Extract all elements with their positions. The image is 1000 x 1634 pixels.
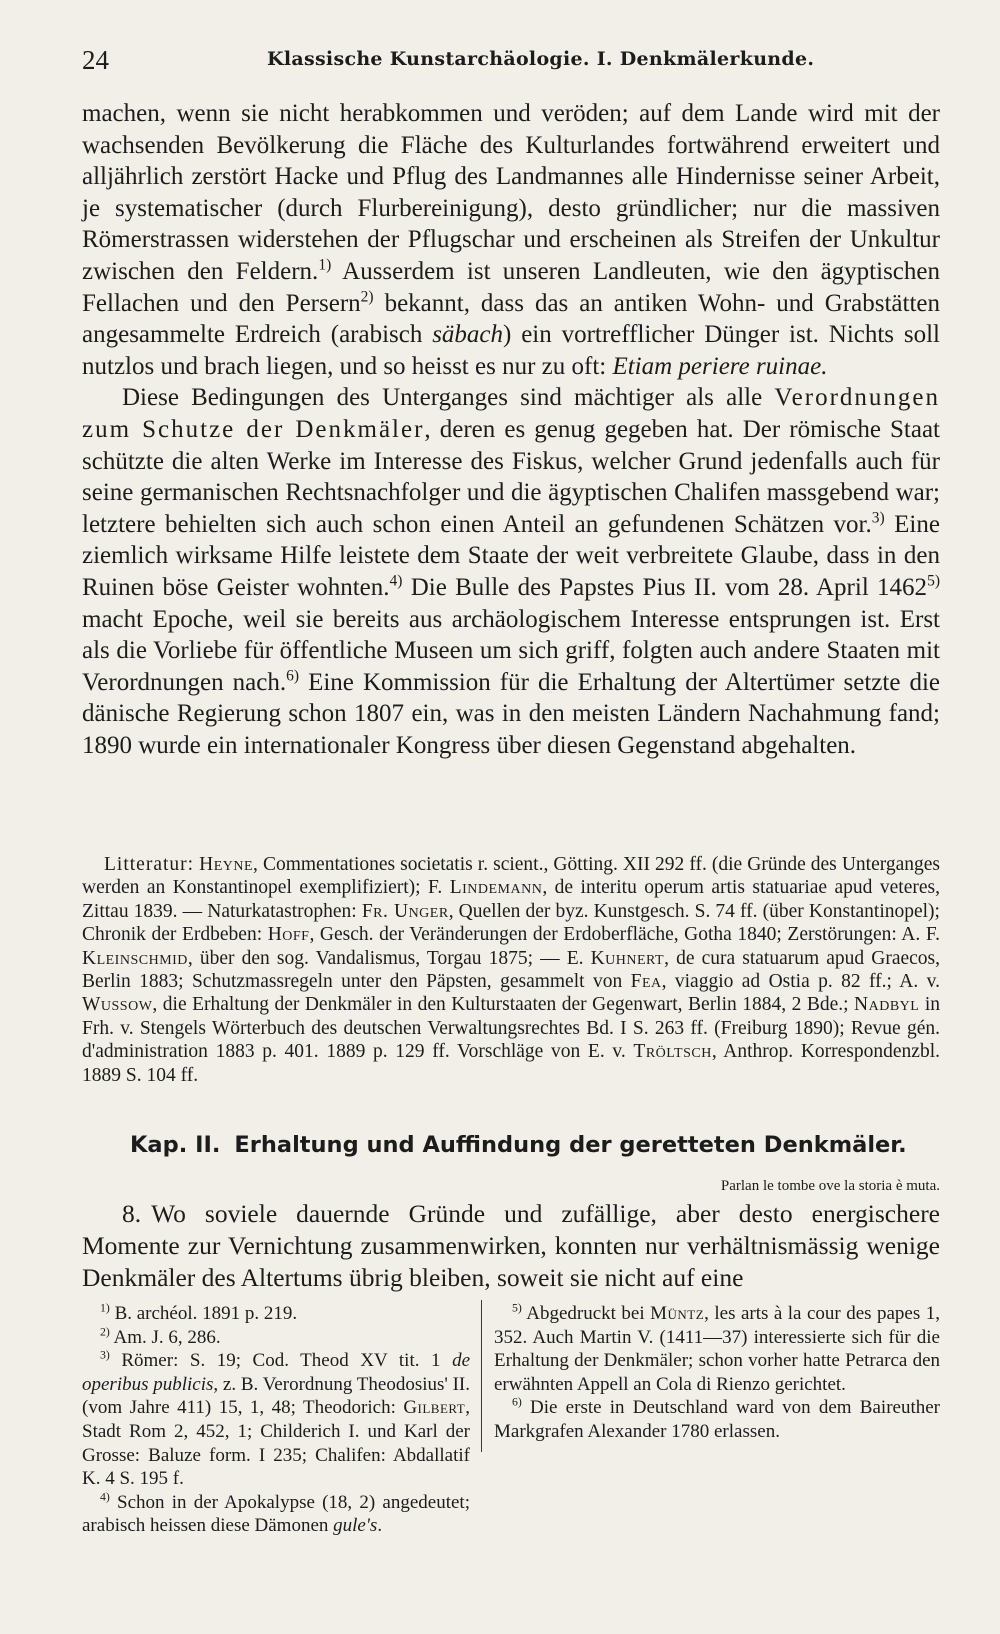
footnote-ref-3: 3) [871, 509, 885, 527]
author-name: Heyne [199, 854, 254, 875]
footnote-mark: 1) [100, 1301, 110, 1315]
running-title: Klassische Kunstarchäologie. I. Denkmälerkunde. [267, 48, 815, 70]
text-run: , deren es genug gegeben hat. Der römische Staat schützte die alten Werke im Interesse des Fiskus, welcher Grund jedenfalls auch für seine germanischen Rechtsnachfolger und die ägyptischen Chalifen massgebend war; letztere behielten sich auch schon einen Anteil an gefundenen Schätzen vor. [82, 415, 940, 538]
footnote-text: B. archéol. 1891 p. 219. [109, 1303, 298, 1324]
footnote-text: Am. J. 6, 286. [109, 1326, 221, 1348]
footnote-ref-4: 4) [389, 572, 403, 590]
footnote-text: Schon in der Apokalypse (18, 2) angedeutet; arabisch heissen diese Dämonen [82, 1491, 470, 1537]
text-run: , viaggio ad Ostia p. 82 ff.; A. v. [661, 971, 940, 993]
chapter-heading [130, 1132, 940, 1158]
text-run: Wo soviele dauernde Gründe und zufällige, aber desto energischere Momente zur Vernichtung zusammenwirken, konnten nur verhältnismässig wenige Denkmäler des Altertums übrig bleiben, soweit sie nicht auf eine [82, 1199, 940, 1292]
paragraph-1 [82, 98, 940, 382]
footnote-6 [494, 1396, 940, 1443]
footnote-mark: 6) [512, 1396, 522, 1410]
footnote-2 [82, 1326, 470, 1350]
footnote-text: Römer: S. 19; Cod. Theod XV tit. 1 [109, 1350, 453, 1372]
footnote-3 [82, 1349, 470, 1491]
author-name: Hoff [267, 924, 310, 946]
paragraph-2 [82, 382, 940, 761]
footnote-text: , les arts à la cour des papes 1, 352. Auch Martin V. (1411—37) interessierte sich für die Erhaltung der Denkmäler; schon vorher hatte Petrarca den erwähnten Appell an Cola di Rienzo gerichtet. [494, 1303, 940, 1395]
author-name: Tröltsch [633, 1041, 712, 1063]
footnote-5 [494, 1302, 940, 1396]
italic-term: gule's [333, 1515, 378, 1537]
text-run: Eine ziemlich wirksame Hilfe leistete dem Staate der weit verbreitete Glaube, dass in den Ruinen böse Geister wohnten. [82, 510, 940, 601]
footnote-4 [82, 1491, 470, 1538]
section-number: 8. [122, 1199, 142, 1228]
footnote-mark: 2) [100, 1325, 110, 1339]
text-run: Diese Bedingungen des Unterganges sind mächtiger als alle [122, 384, 775, 412]
spaced-emphasis: Verordnungen zum Schutze der Denkmäler [82, 384, 940, 443]
italic-term: säbach [432, 321, 504, 349]
chapter-motto: Parlan le tombe ove la storia è muta. [720, 1178, 940, 1194]
footnote-1 [82, 1302, 470, 1326]
author-name: Wussow [82, 994, 153, 1016]
text-run: , Quellen der byz. Kunstgesch. S. 74 ff. (über Konstantinopel); Chronik der Erdbeben: [82, 900, 940, 946]
text-run: machen, wenn sie nicht herabkommen und veröden; auf dem Lande wird mit der wachsenden Bevölkerung die Fläche des Kulturlandes fortwährend erweitert und alljährlich zerstört Hacke und Pflug des Landmannes alle Hindernisse seiner Arbeit, je systematischer (durch Flurbereinigung), desto gründlicher; nur die massiven Römerstrassen widerstehen der Pflugschar und erscheinen als Streifen der Unkultur zwischen den Feldern. [82, 100, 940, 285]
author-name: Kuhnert [590, 947, 665, 969]
author-name: Fea [630, 971, 662, 993]
text-run: bekannt, dass das an antiken Wohn- und Grabstätten angesammelte Erdreich (arabisch [82, 289, 940, 349]
footnote-ref-5: 5) [927, 572, 940, 590]
footnote-column-divider [481, 1300, 482, 1452]
page-number: 24 [82, 45, 109, 75]
text-run: , de interitu operum artis statuariae apud veteres, Zittau 1839. — Naturkatastrophen: [82, 877, 940, 922]
footnote-text: , z. B. Verordnung Theodosius' II. (vom Jahre 411) 15, 1, 48; Theodorich: [82, 1373, 470, 1419]
footnote-text: Die erste in Deutschland ward von dem Baireuther Markgrafen Alexander 1780 erlassen. [494, 1397, 940, 1442]
footnote-mark: 5) [512, 1301, 522, 1315]
text-run: , über den sog. Vandalismus, Torgau 1875; — E. [187, 947, 591, 969]
paragraph-8 [82, 1198, 940, 1294]
literature-lead: Litteratur: [104, 854, 195, 875]
footnote-text: , Stadt Rom 2, 452, 1; Childerich I. und Karl der Grosse: Baluze form. I 235; Chalifen: Abdallatif K. 4 S. 195 f. [82, 1397, 470, 1490]
author-name: Kleinschmid [82, 947, 188, 969]
text-run: , Commentationes societatis r. scient., Götting. XII 292 ff. (die Gründe des Unterganges werden an Konstantinopel exemplifiziert); F. [82, 854, 941, 899]
italic-title: de operibus publicis [82, 1350, 470, 1395]
chapter-number: Kap. II. [130, 1132, 221, 1158]
text-run: , Anthrop. Korrespondenzbl. 1889 S. 104 ff. [82, 1041, 940, 1086]
footnotes-right-column [494, 1302, 940, 1444]
author-name: Nadbyl [854, 994, 920, 1016]
text-run: Ausserdem ist unseren Landleuten, wie den ägyptischen Fellachen und den Persern [82, 257, 940, 317]
footnote-mark: 3) [100, 1348, 110, 1362]
literature-block [82, 853, 940, 1087]
footnote-text: . [377, 1515, 383, 1537]
chapter-title: Erhaltung und Auffindung der geretteten Denkmäler. [234, 1132, 907, 1158]
author-name: Fr. Unger [361, 900, 449, 922]
footnote-mark: 4) [100, 1490, 110, 1504]
author-name: Lindemann [449, 877, 543, 899]
footnotes-left-column [82, 1302, 470, 1538]
text-run: , Gesch. der Veränderungen der Erdoberfläche, Gotha 1840; Zerstörungen: A. F. [309, 924, 940, 946]
text-run: Eine Kommission für die Erhaltung der Altertümer setzte die dänische Regierung schon 1807 ein, was in den meisten Ländern Nachahmung fand; 1890 wurde ein internationaler Kongress über diesen Gegenstand abgehalten. [82, 668, 940, 759]
text-run: , die Erhaltung der Denkmäler in den Kulturstaaten der Gegenwart, Berlin 1884, 2 Bde.; [152, 994, 855, 1016]
footnote-text: Abgedruckt bei [521, 1303, 651, 1324]
footnote-ref-6: 6) [286, 667, 300, 685]
author-name: Müntz [650, 1303, 705, 1324]
page-header [82, 40, 918, 80]
text-run: , de cura statuarum apud Graecos, Berlin 1883; Schutzmassregeln unter den Päpsten, gesammelt von [82, 947, 940, 993]
text-run: Die Bulle des Papstes Pius II. vom 28. April 1462 [402, 573, 928, 601]
text-run: ) ein vortrefflicher Dünger ist. Nichts soll nutzlos und brach liegen, und so heisst es nur zu oft: [82, 321, 940, 380]
text-run: in Frh. v. Stengels Wörterbuch des deutschen Verwaltungsrechtes Bd. I S. 263 ff. (Freiburg 1890); Revue gén. d'administration 1883 p. 401. 1889 p. 129 ff. Vorschläge von E. v. [82, 994, 940, 1063]
footnote-ref-2: 2) [360, 288, 374, 306]
author-name: Gilbert [403, 1397, 466, 1419]
main-text [82, 98, 940, 761]
text-run: macht Epoche, weil sie bereits aus archäologischem Interesse entsprungen ist. Erst als die Vorliebe für öffentliche Museen um sich griff, folgten auch andere Staaten mit Verordnungen nach. [82, 605, 940, 696]
footnote-ref-1: 1) [318, 256, 332, 274]
italic-quote: Etiam periere ruinae. [612, 352, 828, 380]
